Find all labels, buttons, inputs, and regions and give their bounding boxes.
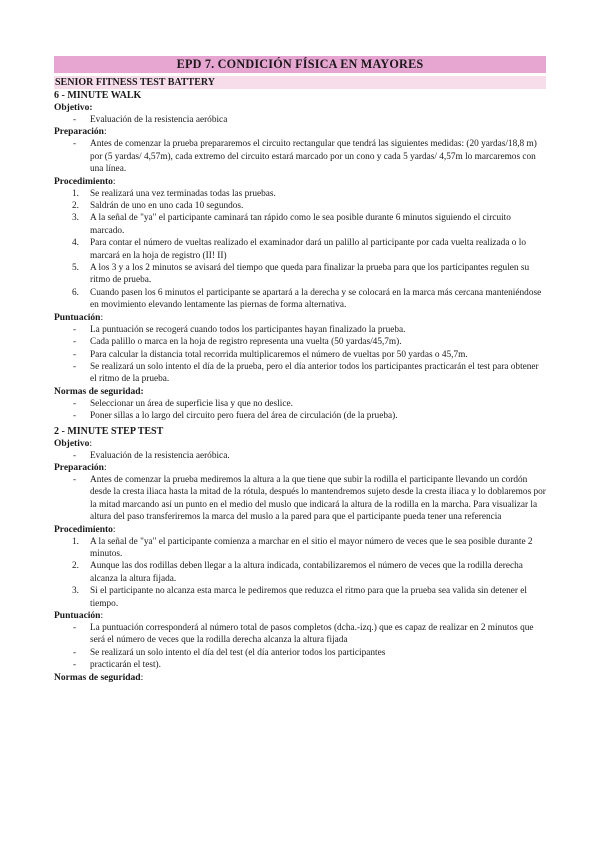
puntuacion-list [54,324,546,386]
preparacion-label: Preparación: [54,127,107,138]
section-heading-6-minute-walk: 6 - MINUTE WALK [54,90,142,101]
list-item: - Evaluación de la resistencia aeróbica. [73,450,230,461]
list-item: 2. Saldrán de uno en uno cada 10 segundos. [72,201,244,212]
list-item: 3. A la señal de "ya" el participante caminará tan rápido como le sea posible durante 6 minutos siguiendo el circuito marcado. [72,213,511,236]
objetivo-label: Objetivo: [54,103,93,113]
list-item: 5. A los 3 y a los 2 minutos se avisará del tiempo que queda para finalizar la prueba para que los participantes regulen su ritmo de prueba. [72,263,530,286]
procedimiento-label: Procedimiento: [54,524,116,535]
objetivo-list [54,450,546,462]
section-heading-2-minute-step-test: 2 - MINUTE STEP TEST [54,425,164,437]
list-item: - Seleccionar un área de superficie lisa y que no deslice. [73,398,293,409]
list-item: 1. Se realizará una vez terminadas todas las pruebas. [72,188,276,199]
preparacion-label: Preparación: [54,462,107,473]
puntuacion-list [54,622,546,672]
list-item: 3. Si el participante no alcanza esta marca le pediremos que reduzca el ritmo para que la prueba sea valida sin detener el tiempo. [72,586,528,609]
preparacion-list [54,138,546,175]
list-item: - Se realizará un solo intento el día del test (el día anterior todos los participantes [73,647,386,658]
document-page [54,56,546,684]
page-title: EPD 7. CONDICIÓN FÍSICA EN MAYORES [54,56,546,73]
list-item: - Cada palillo o marca en la hoja de registro representa una vuelta (50 yardas/45,7m). [73,337,402,348]
list-item: - La puntuación corresponderá al número total de pasos completos (dcha.-izq.) que es capaz de realizar en 2 minutos que será el número de veces que la rodilla derecha alcanza la altura fijada [73,623,534,646]
page-subtitle: SENIOR FITNESS TEST BATTERY [54,76,546,89]
procedimiento-list [54,188,546,312]
puntuacion-label: Puntuación: [54,312,104,323]
objetivo-list [54,114,546,126]
normas-label: Normas de seguridad: [54,672,144,683]
list-item: - Evaluación de la resistencia aeróbica [73,115,228,125]
list-item: 4. Para contar el número de vueltas realizado el examinador dará un palillo al participante por cada vuelta realizada o lo marcará en la hoja de registro (II! II) [72,238,526,261]
puntuacion-label: Puntuación: [54,611,104,621]
list-item: - Poner sillas a lo largo del circuito pero fuera del área de circulación (de la prueba). [73,411,398,422]
list-item: - Antes de comenzar la prueba prepararemos el circuito rectangular que tendrá las siguientes medidas: (20 yardas/18,8 m) por (5 yardas/ 4,57m), cada extremo del circuito estará marcado por un cono y cada 5 yardas/ 4,57m lo marcaremos con una línea. [73,139,537,175]
normas-list [54,398,546,423]
list-item: - La puntuación se recogerá cuando todos los participantes hayan finalizado la prueba. [73,324,406,335]
procedimiento-label: Procedimiento: [54,176,116,187]
list-item: 2. Aunque las dos rodillas deben llegar a la altura indicada, contabilizaremos el número de veces que la rodilla derecha alcanza la altura fijada. [72,561,523,584]
list-item: - Antes de comenzar la prueba mediremos la altura a la que tiene que subir la rodilla el participante llevando un cordón desde la cresta iliaca hasta la mitad de la rótula, después lo mantendremos sujeto desde la cresta iliaca y lo doblaremos por la mitad marcando así un punto en el medio del muslo que indicará la altura de la rodilla en la marcha. Para visualizar la altura del paso transferiremos la marca del muslo a la pared para que el participante pueda tener una referencia [73,474,546,523]
list-item: - Para calcular la distancia total recorrida multiplicaremos el número de vueltas por 50 yardas o 45,7m. [73,349,468,360]
preparacion-list [54,474,546,524]
objetivo-label: Objetivo: [54,438,92,449]
procedimiento-list [54,536,546,610]
list-item: 1. A la señal de "ya" el participante comienza a marchar en el sitio el mayor número de veces que le sea posible durante 2 minutos. [72,536,533,559]
list-item: - Se realizará un solo intento el día de la prueba, pero el día anterior todos los participantes practicarán el test para obtener el ritmo de la prueba. [73,361,539,385]
list-item: 6. Cuando pasen los 6 minutos el participante se apartará a la derecha y se colocará en la marca más cercana manteniéndose en movimiento elevando lentamente las piernas de forma alternativa. [72,287,542,311]
normas-label: Normas de seguridad: [54,386,144,397]
list-item: - practicarán el test). [73,660,161,671]
